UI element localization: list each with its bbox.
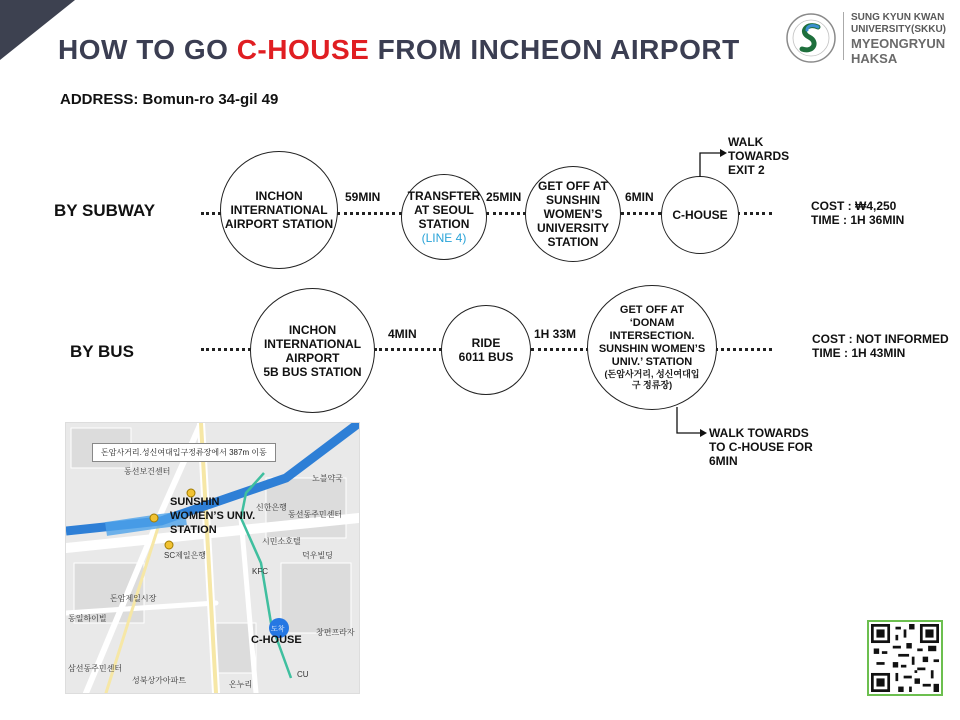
note-text: TOWARDS [728,149,790,163]
subway-stop-seoul-station [401,174,487,260]
map-place-label: 동일하이빌 [68,614,107,623]
subway-connector [620,212,662,215]
title-suffix: FROM INCHEON AIRPORT [369,34,740,65]
stop-text: RIDE [471,336,501,350]
page-title [58,34,740,66]
bus-connector [531,348,589,351]
map-place-label: CU [297,670,309,679]
subway-segment-time-2: 25MIN [486,190,522,204]
stop-text: 5B BUS STATION [263,364,362,379]
stop-text: INTERSECTION. [609,330,695,342]
logo-line-2: UNIVERSITY(SKKU) [851,24,947,35]
logo-line-3: MYEONGRYUN [851,36,946,51]
subway-walk-note [728,135,789,177]
stop-text: STATION [418,217,470,231]
stop-text: INCHON [255,189,303,203]
bus-cost: COST : NOT INFORMED [812,332,949,346]
subway-stop-chouse: C-HOUSE [661,176,739,254]
bus-stop-donam-intersection [587,285,717,410]
subway-row-label: BY SUBWAY [54,201,156,220]
stop-text: ‘DONAM [629,317,675,329]
note-text: TO C-HOUSE FOR [709,440,813,454]
subway-stop-sunshin-station [525,166,621,262]
bus-ride-6011 [441,305,531,395]
subway-time: TIME : 1H 36MIN [811,213,905,227]
map-destination-pin: 도착 [271,626,285,633]
walk-arrow-icon [690,140,730,180]
stop-text: SUNSHIN WOMEN’S [598,343,706,355]
subway-cost: COST : ₩4,250 [811,199,897,213]
map-station-text: SUNSHIN [170,496,220,508]
bus-walk-note [709,426,813,468]
map-station-text: STATION [170,524,217,536]
stop-text: INTERNATIONAL [263,336,362,351]
stop-text: WOMEN’S [543,207,603,221]
map-place-label: 신한은행 [256,503,287,512]
line-4-label: (LINE 4) [421,231,467,245]
stop-text: GET OFF AT [537,179,608,193]
note-text: WALK [728,135,764,149]
bus-connector [374,348,442,351]
title-prefix: HOW TO GO [58,34,237,65]
stop-text: 6011 BUS [458,350,514,364]
map-place-label: 돈암제일시장 [110,594,157,603]
qr-code-graphic [871,624,939,692]
bus-connector [201,348,251,351]
stop-text: AIRPORT [285,350,340,365]
map-station-text: WOMEN’S UNIV. [170,510,256,522]
map-place-label: 덕우빌딩 [302,551,333,560]
map-place-label: 노블약국 [312,474,343,483]
subway-stop-incheon-airport [220,151,338,269]
stop-text: SUNSHIN [545,193,600,207]
stop-text: (돈암사거리, 성신여대입 [604,369,700,379]
map-place-label: 온누리 [229,680,253,689]
subway-connector [337,212,402,215]
stop-text: TRANSFTER [407,189,481,203]
logo-line-4: HAKSA [851,51,898,66]
subway-connector [737,212,772,215]
stop-text: AT SEOUL [414,203,474,217]
subway-connector [201,212,221,215]
stop-text: INTERNATIONAL [230,203,328,217]
subway-cost-time [811,199,904,227]
map-place-label: 성북상가아파트 [132,676,187,685]
university-name [851,12,946,66]
bus-segment-time-2: 1H 33M [534,327,577,341]
bus-segment-time-1: 4MIN [388,327,417,341]
qr-code [867,620,943,696]
map-station-label [170,495,255,537]
bus-cost-time [812,332,949,360]
bus-stop-incheon-airport [250,288,375,413]
stop-text: UNIVERSITY [536,221,609,235]
map-place-label: 창편프라자 [316,628,355,637]
subway-connector [486,212,526,215]
note-text: EXIT 2 [728,163,765,177]
map-place-label: 시민소호텔 [262,537,301,546]
stop-text: UNIV.’ STATION [611,356,693,368]
stop-text: 구 정류장) [631,380,673,390]
map-place-label: KFC [252,567,268,576]
bus-row-label: BY BUS [70,342,134,361]
note-text: WALK TOWARDS [709,426,809,440]
map-walk-banner: 돈암사거리.성신여대입구정류장에서 387m 이동 [92,443,276,462]
logo-divider [843,12,844,60]
stop-text: AIRPORT STATION [224,217,334,231]
map-chouse-label: C-HOUSE [251,634,302,646]
walk-arrow-icon [665,405,710,440]
title-highlight: C-HOUSE [236,34,370,65]
stop-text: GET OFF AT [619,304,685,316]
stop-text: INCHON [288,322,337,337]
area-map [65,422,360,694]
subway-segment-time-3: 6MIN [625,190,654,204]
map-place-label: 동선동주민센터 [288,510,343,519]
bus-connector [715,348,772,351]
map-place-label: SC제일은행 [164,551,207,560]
bus-time: TIME : 1H 43MIN [812,346,906,360]
address-text: ADDRESS: Bomun-ro 34-gil 49 [60,91,279,108]
subway-segment-time-1: 59MIN [345,190,381,204]
logo-line-1: SUNG KYUN KWAN [851,12,945,23]
stop-text: STATION [547,235,599,249]
university-logo [785,12,837,64]
note-text: 6MIN [709,454,738,468]
map-place-label: 삼선동주민센터 [68,664,123,673]
map-place-label: 동선보건센터 [124,467,171,476]
